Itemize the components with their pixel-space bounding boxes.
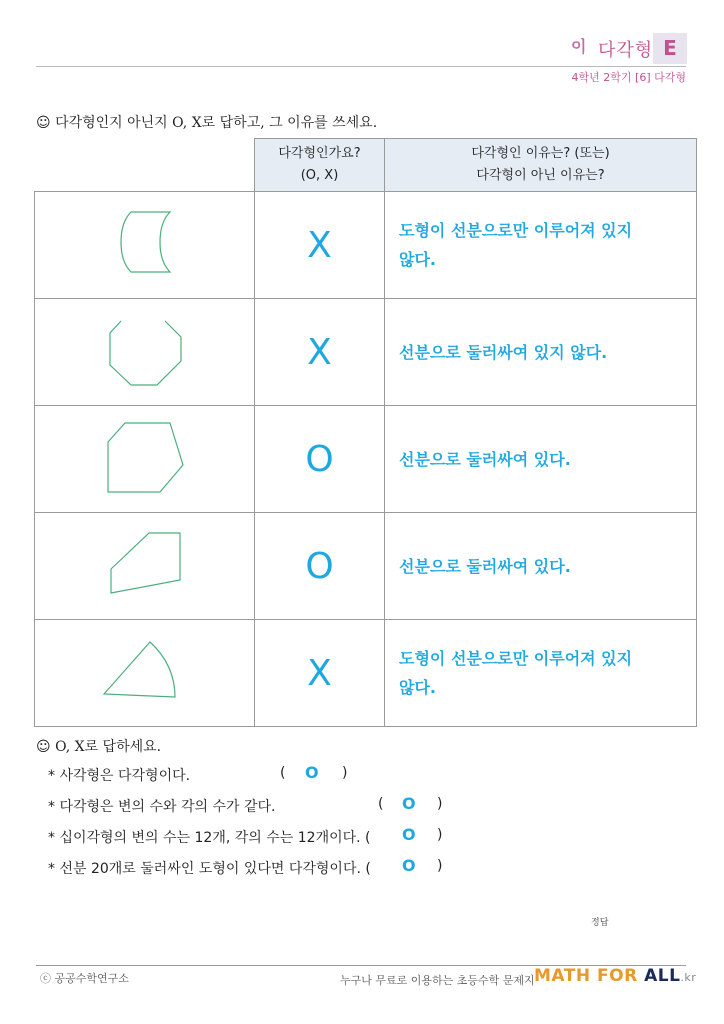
- answer-mark: O: [402, 794, 416, 813]
- quadrilateral-figure: [35, 513, 254, 615]
- paren-close: ): [437, 796, 443, 812]
- shape-cell: [35, 406, 255, 513]
- table-header-row: [35, 139, 697, 192]
- brand-all: ALL: [644, 966, 681, 986]
- brand-kr: .kr: [680, 971, 697, 984]
- col-header-2-line2: 다각형이 아닌 이유는?: [476, 168, 605, 183]
- reason-line: 않다.: [399, 678, 436, 697]
- col-header-reason: [385, 139, 697, 192]
- reason-line: 선분으로 둘러싸여 있다.: [399, 556, 571, 576]
- paren-close: ): [342, 765, 348, 781]
- paren-close: ): [437, 827, 443, 843]
- polygon-table: [34, 138, 697, 727]
- question-2: * 다각형은 변의 수와 각의 수가 같다.: [48, 799, 276, 815]
- answer-mark: O: [255, 406, 385, 513]
- header-divider: [36, 66, 686, 67]
- paren-close: ): [437, 858, 443, 874]
- answer-mark: X: [255, 192, 385, 299]
- section1-instruction: [36, 112, 377, 132]
- shape-cell: [35, 620, 255, 727]
- answer-mark: O: [255, 513, 385, 620]
- reason-line: 선분으로 둘러싸여 있다.: [399, 449, 571, 469]
- col-header-is-polygon: [255, 139, 385, 192]
- table-corner: [35, 139, 255, 192]
- section2-instruction: [36, 736, 161, 756]
- table-row: [35, 620, 697, 727]
- reason-text: [385, 620, 697, 727]
- section2-instruction-text: O, X로 답하세요.: [55, 739, 162, 755]
- copyright: ⓒ 공공수학연구소: [40, 972, 129, 985]
- smiley-icon: ☺: [36, 115, 51, 131]
- reason-text: [385, 299, 697, 406]
- question-1: * 사각형은 다각형이다.: [48, 768, 191, 784]
- answer-mark: O: [402, 825, 416, 844]
- paren-open: (: [280, 765, 286, 781]
- reason-line: 도형이 선분으로만 이루어져 있지: [399, 221, 633, 240]
- answer-key-label: 정답: [591, 918, 609, 928]
- brand-math: MATH: [534, 966, 597, 986]
- sector-figure: [35, 620, 254, 722]
- reason-text: [385, 406, 697, 513]
- col-header-2-line1: 다각형인 이유는? (또는): [471, 146, 610, 161]
- reason-line: 도형이 선분으로만 이루어져 있지: [399, 649, 633, 668]
- brand-logo[interactable]: [534, 966, 696, 986]
- footer-tagline: 누구나 무료로 이용하는 초등수학 문제지: [340, 974, 535, 987]
- pentagon-figure: [35, 406, 254, 508]
- curved-shape-figure: [35, 192, 254, 294]
- smiley-icon: ☺: [36, 739, 51, 755]
- shape-cell: [35, 192, 255, 299]
- level-badge: E: [653, 33, 687, 64]
- question-3: * 십이각형의 변의 수는 12개, 각의 수는 12개이다. (: [48, 830, 371, 846]
- reason-text: [385, 513, 697, 620]
- answer-mark: X: [255, 299, 385, 406]
- section1-instruction-text: 다각형인지 아닌지 O, X로 답하고, 그 이유를 쓰세요.: [55, 115, 378, 131]
- col-header-1-line2: (O, X): [300, 168, 339, 183]
- unit-subtitle: 4학년 2학기 [6] 다각형: [571, 71, 686, 84]
- answer-mark: O: [402, 856, 416, 875]
- table-row: [35, 192, 697, 299]
- reason-text: [385, 192, 697, 299]
- paren-open: (: [378, 796, 384, 812]
- col-header-1-line1: 다각형인가요?: [278, 146, 361, 161]
- answer-mark: O: [305, 763, 319, 782]
- open-octagon-figure: [35, 299, 254, 401]
- brand-for: FOR: [597, 966, 645, 986]
- shape-cell: [35, 299, 255, 406]
- answer-mark: X: [255, 620, 385, 727]
- reason-line: 않다.: [399, 250, 436, 269]
- page-title: 다각형: [598, 40, 654, 61]
- reason-line: 선분으로 둘러싸여 있지 않다.: [399, 342, 608, 362]
- table-row: [35, 513, 697, 620]
- table-row: [35, 406, 697, 513]
- table-row: [35, 299, 697, 406]
- lesson-number: 이: [571, 37, 587, 56]
- question-4: * 선분 20개로 둘러싸인 도형이 있다면 다각형이다. (: [48, 861, 371, 877]
- shape-cell: [35, 513, 255, 620]
